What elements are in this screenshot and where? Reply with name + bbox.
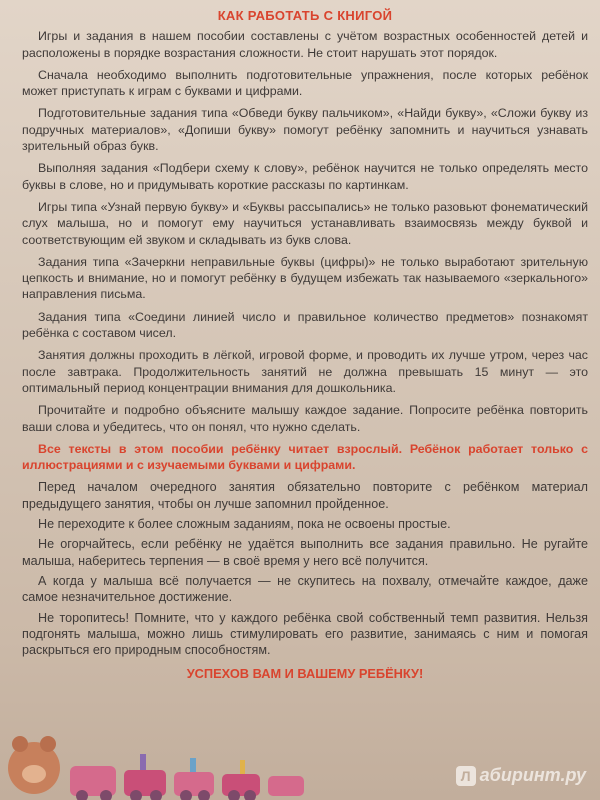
paragraph: Задания типа «Зачеркни неправильные буквы (цифры)» не только выработают зрительную цепкость и внимание, но и помогут ребёнку в будущем избежать так называемого «зеркального» направления письма. bbox=[22, 254, 588, 302]
intro-section bbox=[22, 28, 588, 435]
paragraph: Занятия должны проходить в лёгкой, игровой форме, и проводить их лучше утром, через час после завтрака. Продолжительность занятий не должна превышать 15 минут — это оптимальный период концентрации внимания для дошкольника. bbox=[22, 348, 588, 395]
tip-paragraph: А когда у малыша всё получается — не скупитесь на похвалу, отмечайте каждое, даже самое незначительное достижение. bbox=[22, 573, 588, 605]
paragraph: Задания типа «Соедини линией число и правильное количество предметов» познакомят ребёнка с составом чисел. bbox=[22, 309, 588, 341]
page-title: КАК РАБОТАТЬ С КНИГОЙ bbox=[217, 8, 393, 23]
watermark-text: абиринт.ру bbox=[479, 765, 586, 785]
paragraph: Прочитайте и подробно объясните малышу каждое задание. Попросите ребёнка повторить ваши слова и убедитесь, что он понял, что нужно сделать. bbox=[22, 403, 588, 434]
page-content bbox=[22, 8, 588, 683]
tip-paragraph: Не переходите к более сложным заданиям, пока не освоены простые. bbox=[38, 517, 451, 532]
labirint-watermark bbox=[456, 765, 586, 786]
labirint-logo-icon: Л bbox=[456, 766, 476, 786]
tip-paragraph: Не огорчайтесь, если ребёнку не удаётся выполнить все задания правильно. Не ругайте малыша, наберитесь терпения — в своё время у него всё получится. bbox=[22, 537, 588, 568]
paragraph: Сначала необходимо выполнить подготовительные упражнения, после которых ребёнок может приступать к играм с буквами и цифрами. bbox=[22, 67, 588, 99]
closing-wish: УСПЕХОВ ВАМ И ВАШЕМУ РЕБЁНКУ! bbox=[186, 666, 424, 682]
paragraph: Подготовительные задания типа «Обведи букву пальчиком», «Найди букву», «Сложи букву из подручных материалов», «Допиши букву» помогут ребёнку запомнить и научиться узнавать зрительный образ букв. bbox=[22, 106, 588, 154]
highlight-note: Все тексты в этом пособии ребёнку читает взрослый. Ребёнок работает только с иллюстрациями и с изучаемыми буквами и цифрами. bbox=[22, 441, 588, 473]
paragraph: Игры типа «Узнай первую букву» и «Буквы рассыпались» не только разовьют фонематический слух малыша, но и помогут ему научиться устанавливать взаимосвязь между буквой и соответствующим ей звуком и складывать из букв слова. bbox=[22, 199, 588, 247]
tips-section bbox=[22, 479, 588, 658]
tip-paragraph: Перед началом очередного занятия обязательно повторите с ребёнком материал предыдущего занятия, чтобы он лучше запомнил пройденное. bbox=[22, 480, 588, 511]
paragraph: Игры и задания в нашем пособии составлены с учётом возрастных особенностей детей и расположены в порядке возрастания сложности. Не стоит нарушать этот порядок. bbox=[22, 29, 588, 60]
train-illustration bbox=[0, 728, 430, 800]
tip-paragraph: Не торопитесь! Помните, что у каждого ребёнка свой собственный темп развития. Нельзя подгонять малыша, можно лишь стимулировать его развитие, занимаясь с ним и помогая раскрыться его природным способностям. bbox=[22, 610, 588, 658]
paragraph: Выполняя задания «Подбери схему к слову», ребёнок научится не только определять место буквы в слове, но и придумывать короткие рассказы по картинкам. bbox=[22, 161, 588, 192]
